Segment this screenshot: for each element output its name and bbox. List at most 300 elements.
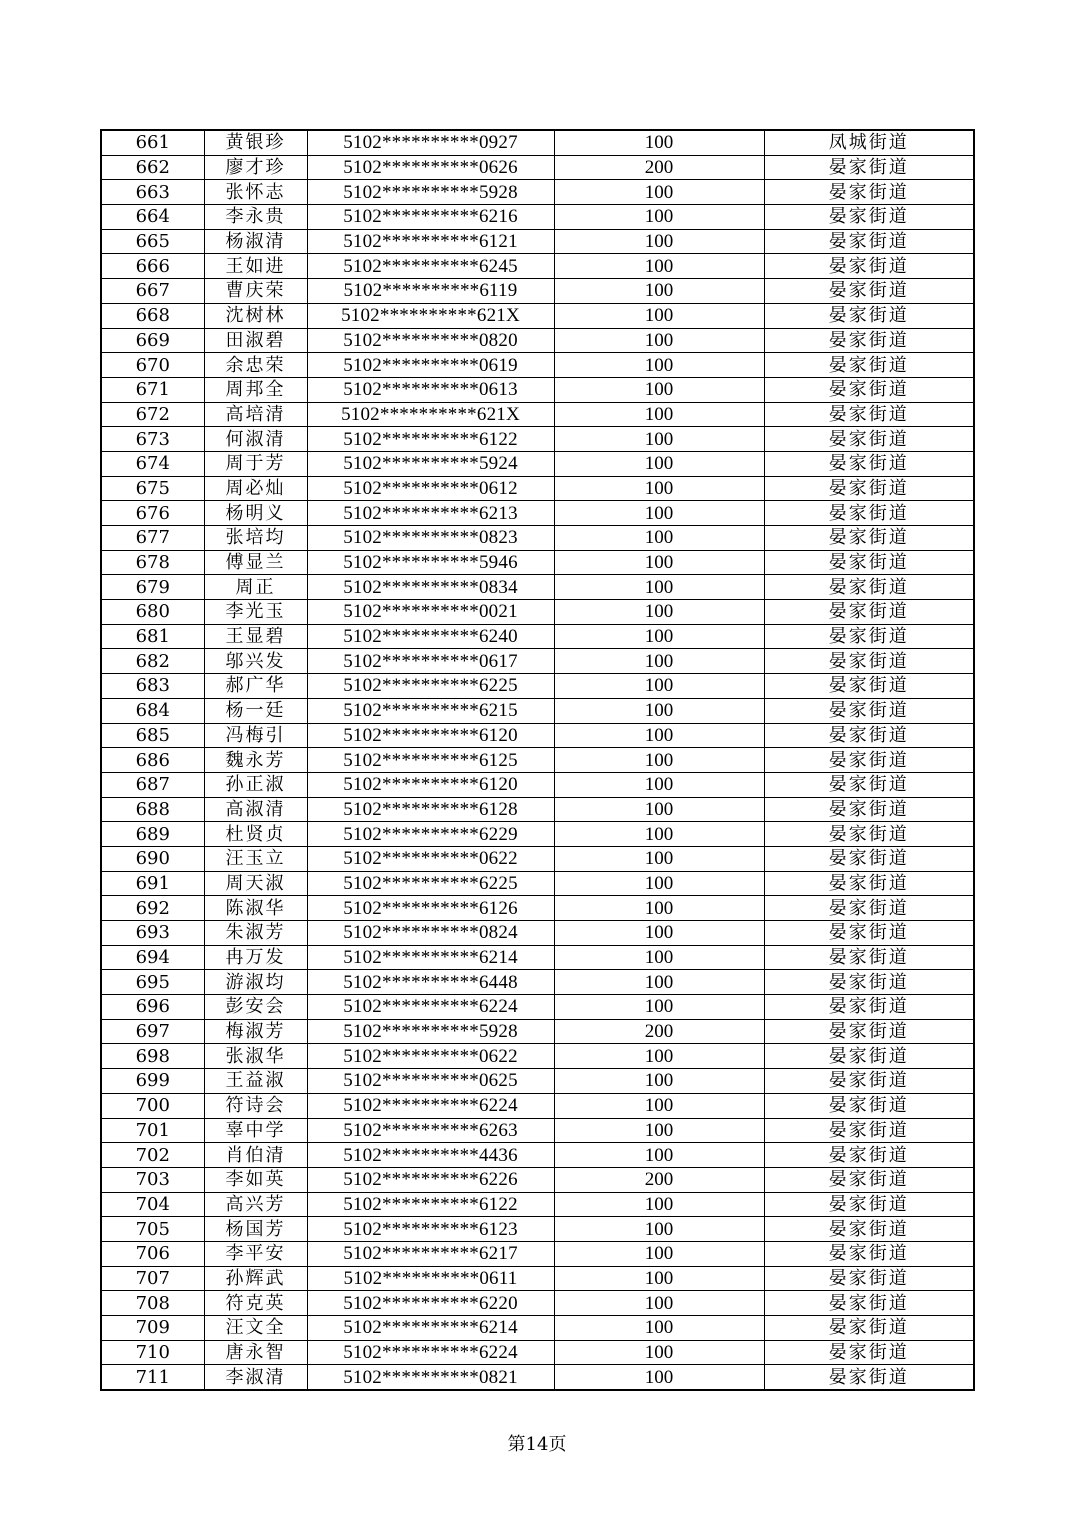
amount-cell: 100 [554, 1118, 764, 1143]
amount-cell: 100 [554, 130, 764, 155]
person-name-cell: 曹庆荣 [204, 279, 307, 304]
subdistrict-cell: 凤城街道 [764, 130, 974, 155]
row-number-cell: 662 [101, 155, 204, 180]
amount-cell: 100 [554, 205, 764, 230]
amount-cell: 100 [554, 279, 764, 304]
person-name-cell: 张怀志 [204, 180, 307, 205]
table-row [101, 1340, 974, 1365]
person-name-cell: 冯梅引 [204, 723, 307, 748]
amount-cell: 100 [554, 451, 764, 476]
person-name-cell: 何淑清 [204, 427, 307, 452]
amount-cell: 200 [554, 1019, 764, 1044]
person-name-cell: 陈淑华 [204, 896, 307, 921]
row-number-cell: 673 [101, 427, 204, 452]
table-row [101, 846, 974, 871]
person-name-cell: 朱淑芳 [204, 921, 307, 946]
table-row [101, 1167, 974, 1192]
person-name-cell: 傅显兰 [204, 550, 307, 575]
person-name-cell: 游淑均 [204, 970, 307, 995]
person-name-cell: 高兴芳 [204, 1192, 307, 1217]
table-row [101, 402, 974, 427]
id-number-cell: 5102**********0821 [307, 1365, 554, 1390]
row-number-cell: 702 [101, 1143, 204, 1168]
amount-cell: 100 [554, 797, 764, 822]
id-number-cell: 5102**********6225 [307, 674, 554, 699]
subdistrict-cell: 晏家街道 [764, 896, 974, 921]
table-row [101, 1143, 974, 1168]
amount-cell: 100 [554, 1143, 764, 1168]
amount-cell: 100 [554, 1192, 764, 1217]
person-name-cell: 王益淑 [204, 1069, 307, 1094]
amount-cell: 100 [554, 896, 764, 921]
table-row [101, 1069, 974, 1094]
subdistrict-cell: 晏家街道 [764, 1316, 974, 1341]
subdistrict-cell: 晏家街道 [764, 698, 974, 723]
amount-cell: 100 [554, 723, 764, 748]
row-number-cell: 692 [101, 896, 204, 921]
amount-cell: 100 [554, 871, 764, 896]
subdistrict-cell: 晏家街道 [764, 748, 974, 773]
amount-cell: 100 [554, 995, 764, 1020]
person-name-cell: 杜贤贞 [204, 822, 307, 847]
amount-cell: 100 [554, 229, 764, 254]
subdistrict-cell: 晏家街道 [764, 1365, 974, 1390]
id-number-cell: 5102**********0625 [307, 1069, 554, 1094]
table-row [101, 698, 974, 723]
amount-cell: 100 [554, 649, 764, 674]
person-name-cell: 孙辉武 [204, 1266, 307, 1291]
subdistrict-cell: 晏家街道 [764, 427, 974, 452]
id-number-cell: 5102**********6225 [307, 871, 554, 896]
amount-cell: 100 [554, 1266, 764, 1291]
row-number-cell: 711 [101, 1365, 204, 1390]
table-body [101, 130, 974, 1390]
person-name-cell: 魏永芳 [204, 748, 307, 773]
row-number-cell: 679 [101, 575, 204, 600]
person-name-cell: 王显碧 [204, 624, 307, 649]
table-row [101, 451, 974, 476]
person-name-cell: 周天淑 [204, 871, 307, 896]
table-row [101, 674, 974, 699]
id-number-cell: 5102**********5928 [307, 1019, 554, 1044]
id-number-cell: 5102**********6229 [307, 822, 554, 847]
row-number-cell: 690 [101, 846, 204, 871]
row-number-cell: 710 [101, 1340, 204, 1365]
id-number-cell: 5102**********6120 [307, 772, 554, 797]
amount-cell: 100 [554, 1069, 764, 1094]
row-number-cell: 697 [101, 1019, 204, 1044]
person-name-cell: 辜中学 [204, 1118, 307, 1143]
id-number-cell: 5102**********0622 [307, 1044, 554, 1069]
row-number-cell: 664 [101, 205, 204, 230]
amount-cell: 100 [554, 945, 764, 970]
amount-cell: 100 [554, 526, 764, 551]
row-number-cell: 694 [101, 945, 204, 970]
subdistrict-cell: 晏家街道 [764, 1340, 974, 1365]
subdistrict-cell: 晏家街道 [764, 1143, 974, 1168]
person-name-cell: 周于芳 [204, 451, 307, 476]
table-row [101, 526, 974, 551]
row-number-cell: 698 [101, 1044, 204, 1069]
table-row [101, 1093, 974, 1118]
subdistrict-cell: 晏家街道 [764, 1093, 974, 1118]
id-number-cell: 5102**********6214 [307, 945, 554, 970]
person-name-cell: 沈树林 [204, 303, 307, 328]
row-number-cell: 669 [101, 328, 204, 353]
id-number-cell: 5102**********6122 [307, 427, 554, 452]
id-number-cell: 5102**********0824 [307, 921, 554, 946]
table-row [101, 377, 974, 402]
amount-cell: 100 [554, 1291, 764, 1316]
subdistrict-cell: 晏家街道 [764, 550, 974, 575]
amount-cell: 100 [554, 501, 764, 526]
row-number-cell: 672 [101, 402, 204, 427]
person-name-cell: 李平安 [204, 1241, 307, 1266]
row-number-cell: 670 [101, 353, 204, 378]
subdistrict-cell: 晏家街道 [764, 970, 974, 995]
amount-cell: 100 [554, 698, 764, 723]
person-name-cell: 汪玉立 [204, 846, 307, 871]
person-name-cell: 杨明义 [204, 501, 307, 526]
table-row [101, 353, 974, 378]
person-name-cell: 符诗会 [204, 1093, 307, 1118]
subdistrict-cell: 晏家街道 [764, 1019, 974, 1044]
person-name-cell: 肖伯清 [204, 1143, 307, 1168]
id-number-cell: 5102**********6215 [307, 698, 554, 723]
amount-cell: 100 [554, 328, 764, 353]
table-row [101, 476, 974, 501]
subdistrict-cell: 晏家街道 [764, 1167, 974, 1192]
id-number-cell: 5102**********6214 [307, 1316, 554, 1341]
subdistrict-cell: 晏家街道 [764, 501, 974, 526]
amount-cell: 100 [554, 180, 764, 205]
person-name-cell: 田淑碧 [204, 328, 307, 353]
person-name-cell: 李永贵 [204, 205, 307, 230]
subdistrict-cell: 晏家街道 [764, 279, 974, 304]
table-row [101, 575, 974, 600]
table-row [101, 723, 974, 748]
row-number-cell: 665 [101, 229, 204, 254]
person-name-cell: 廖才珍 [204, 155, 307, 180]
row-number-cell: 705 [101, 1217, 204, 1242]
amount-cell: 200 [554, 1167, 764, 1192]
table-row [101, 155, 974, 180]
subdistrict-cell: 晏家街道 [764, 995, 974, 1020]
table-row [101, 328, 974, 353]
id-number-cell: 5102**********0619 [307, 353, 554, 378]
amount-cell: 100 [554, 1365, 764, 1390]
row-number-cell: 700 [101, 1093, 204, 1118]
page-number: 第14页 [507, 1434, 567, 1455]
amount-cell: 100 [554, 748, 764, 773]
table-row [101, 772, 974, 797]
row-number-cell: 666 [101, 254, 204, 279]
row-number-cell: 678 [101, 550, 204, 575]
amount-cell: 100 [554, 822, 764, 847]
row-number-cell: 691 [101, 871, 204, 896]
subdistrict-cell: 晏家街道 [764, 377, 974, 402]
table-row [101, 254, 974, 279]
table-row [101, 970, 974, 995]
id-number-cell: 5102**********6240 [307, 624, 554, 649]
id-number-cell: 5102**********0820 [307, 328, 554, 353]
person-name-cell: 李如英 [204, 1167, 307, 1192]
table-row [101, 180, 974, 205]
table-row [101, 624, 974, 649]
table-row [101, 1217, 974, 1242]
row-number-cell: 661 [101, 130, 204, 155]
subdistrict-cell: 晏家街道 [764, 600, 974, 625]
row-number-cell: 681 [101, 624, 204, 649]
person-name-cell: 郝广华 [204, 674, 307, 699]
id-number-cell: 5102**********6224 [307, 1340, 554, 1365]
id-number-cell: 5102**********621X [307, 402, 554, 427]
id-number-cell: 5102**********6119 [307, 279, 554, 304]
amount-cell: 100 [554, 1044, 764, 1069]
subdistrict-cell: 晏家街道 [764, 871, 974, 896]
id-number-cell: 5102**********5924 [307, 451, 554, 476]
amount-cell: 100 [554, 921, 764, 946]
amount-cell: 100 [554, 402, 764, 427]
id-number-cell: 5102**********6263 [307, 1118, 554, 1143]
table-row [101, 600, 974, 625]
subdistrict-cell: 晏家街道 [764, 1266, 974, 1291]
amount-cell: 100 [554, 550, 764, 575]
table-row [101, 995, 974, 1020]
table-row [101, 921, 974, 946]
table-row [101, 501, 974, 526]
table-row [101, 1291, 974, 1316]
id-number-cell: 5102**********6123 [307, 1217, 554, 1242]
data-table [100, 129, 975, 1391]
row-number-cell: 680 [101, 600, 204, 625]
id-number-cell: 5102**********6220 [307, 1291, 554, 1316]
id-number-cell: 5102**********0613 [307, 377, 554, 402]
subdistrict-cell: 晏家街道 [764, 1118, 974, 1143]
row-number-cell: 671 [101, 377, 204, 402]
row-number-cell: 685 [101, 723, 204, 748]
row-number-cell: 709 [101, 1316, 204, 1341]
id-number-cell: 5102**********6126 [307, 896, 554, 921]
row-number-cell: 683 [101, 674, 204, 699]
id-number-cell: 5102**********6213 [307, 501, 554, 526]
amount-cell: 100 [554, 1241, 764, 1266]
person-name-cell: 汪文全 [204, 1316, 307, 1341]
amount-cell: 100 [554, 1217, 764, 1242]
person-name-cell: 周正 [204, 575, 307, 600]
row-number-cell: 699 [101, 1069, 204, 1094]
subdistrict-cell: 晏家街道 [764, 945, 974, 970]
subdistrict-cell: 晏家街道 [764, 353, 974, 378]
amount-cell: 100 [554, 427, 764, 452]
id-number-cell: 5102**********6226 [307, 1167, 554, 1192]
id-number-cell: 5102**********5946 [307, 550, 554, 575]
row-number-cell: 682 [101, 649, 204, 674]
table-row [101, 279, 974, 304]
person-name-cell: 唐永智 [204, 1340, 307, 1365]
amount-cell: 100 [554, 377, 764, 402]
row-number-cell: 696 [101, 995, 204, 1020]
subdistrict-cell: 晏家街道 [764, 328, 974, 353]
person-name-cell: 杨国芳 [204, 1217, 307, 1242]
amount-cell: 100 [554, 303, 764, 328]
amount-cell: 100 [554, 1093, 764, 1118]
id-number-cell: 5102**********6128 [307, 797, 554, 822]
table-row [101, 303, 974, 328]
id-number-cell: 5102**********0834 [307, 575, 554, 600]
amount-cell: 100 [554, 575, 764, 600]
table-row [101, 1019, 974, 1044]
amount-cell: 100 [554, 772, 764, 797]
subdistrict-cell: 晏家街道 [764, 1069, 974, 1094]
row-number-cell: 688 [101, 797, 204, 822]
amount-cell: 100 [554, 1316, 764, 1341]
subdistrict-cell: 晏家街道 [764, 229, 974, 254]
subdistrict-cell: 晏家街道 [764, 846, 974, 871]
person-name-cell: 杨一廷 [204, 698, 307, 723]
table-row [101, 1365, 974, 1390]
table-row [101, 1316, 974, 1341]
row-number-cell: 674 [101, 451, 204, 476]
subdistrict-cell: 晏家街道 [764, 921, 974, 946]
person-name-cell: 李淑清 [204, 1365, 307, 1390]
table-row [101, 1266, 974, 1291]
row-number-cell: 687 [101, 772, 204, 797]
amount-cell: 100 [554, 970, 764, 995]
person-name-cell: 张培均 [204, 526, 307, 551]
id-number-cell: 5102**********6448 [307, 970, 554, 995]
subdistrict-cell: 晏家街道 [764, 772, 974, 797]
row-number-cell: 668 [101, 303, 204, 328]
subdistrict-cell: 晏家街道 [764, 1217, 974, 1242]
id-number-cell: 5102**********0927 [307, 130, 554, 155]
row-number-cell: 663 [101, 180, 204, 205]
person-name-cell: 余忠荣 [204, 353, 307, 378]
subdistrict-cell: 晏家街道 [764, 822, 974, 847]
amount-cell: 100 [554, 353, 764, 378]
subdistrict-cell: 晏家街道 [764, 1241, 974, 1266]
id-number-cell: 5102**********0626 [307, 155, 554, 180]
person-name-cell: 冉万发 [204, 945, 307, 970]
subdistrict-cell: 晏家街道 [764, 180, 974, 205]
id-number-cell: 5102**********6122 [307, 1192, 554, 1217]
id-number-cell: 5102**********5928 [307, 180, 554, 205]
row-number-cell: 695 [101, 970, 204, 995]
row-number-cell: 676 [101, 501, 204, 526]
table-row [101, 649, 974, 674]
row-number-cell: 693 [101, 921, 204, 946]
subdistrict-cell: 晏家街道 [764, 797, 974, 822]
id-number-cell: 5102**********4436 [307, 1143, 554, 1168]
subdistrict-cell: 晏家街道 [764, 674, 974, 699]
amount-cell: 100 [554, 624, 764, 649]
row-number-cell: 707 [101, 1266, 204, 1291]
row-number-cell: 686 [101, 748, 204, 773]
subdistrict-cell: 晏家街道 [764, 649, 974, 674]
id-number-cell: 5102**********0617 [307, 649, 554, 674]
table-row [101, 1118, 974, 1143]
table-row [101, 550, 974, 575]
table-row [101, 1044, 974, 1069]
amount-cell: 100 [554, 476, 764, 501]
table-row [101, 945, 974, 970]
table-row [101, 748, 974, 773]
amount-cell: 100 [554, 674, 764, 699]
table-row [101, 130, 974, 155]
person-name-cell: 张淑华 [204, 1044, 307, 1069]
subdistrict-cell: 晏家街道 [764, 254, 974, 279]
subdistrict-cell: 晏家街道 [764, 451, 974, 476]
id-number-cell: 5102**********0612 [307, 476, 554, 501]
id-number-cell: 5102**********0823 [307, 526, 554, 551]
subdistrict-cell: 晏家街道 [764, 402, 974, 427]
person-name-cell: 邬兴发 [204, 649, 307, 674]
id-number-cell: 5102**********0611 [307, 1266, 554, 1291]
id-number-cell: 5102**********0622 [307, 846, 554, 871]
amount-cell: 200 [554, 155, 764, 180]
person-name-cell: 高培清 [204, 402, 307, 427]
id-number-cell: 5102**********6125 [307, 748, 554, 773]
row-number-cell: 684 [101, 698, 204, 723]
person-name-cell: 彭安会 [204, 995, 307, 1020]
person-name-cell: 杨淑清 [204, 229, 307, 254]
table-row [101, 205, 974, 230]
amount-cell: 100 [554, 846, 764, 871]
table-row [101, 1241, 974, 1266]
row-number-cell: 677 [101, 526, 204, 551]
row-number-cell: 703 [101, 1167, 204, 1192]
id-number-cell: 5102**********6120 [307, 723, 554, 748]
row-number-cell: 675 [101, 476, 204, 501]
person-name-cell: 符克英 [204, 1291, 307, 1316]
table-row [101, 229, 974, 254]
table-row [101, 822, 974, 847]
id-number-cell: 5102**********6224 [307, 995, 554, 1020]
person-name-cell: 周必灿 [204, 476, 307, 501]
row-number-cell: 701 [101, 1118, 204, 1143]
table-row [101, 797, 974, 822]
row-number-cell: 706 [101, 1241, 204, 1266]
id-number-cell: 5102**********6224 [307, 1093, 554, 1118]
person-name-cell: 李光玉 [204, 600, 307, 625]
id-number-cell: 5102**********6216 [307, 205, 554, 230]
row-number-cell: 708 [101, 1291, 204, 1316]
person-name-cell: 黄银珍 [204, 130, 307, 155]
amount-cell: 100 [554, 600, 764, 625]
subdistrict-cell: 晏家街道 [764, 1192, 974, 1217]
subdistrict-cell: 晏家街道 [764, 624, 974, 649]
id-number-cell: 5102**********6245 [307, 254, 554, 279]
table-row [101, 896, 974, 921]
amount-cell: 100 [554, 1340, 764, 1365]
subdistrict-cell: 晏家街道 [764, 723, 974, 748]
person-name-cell: 梅淑芳 [204, 1019, 307, 1044]
person-name-cell: 王如进 [204, 254, 307, 279]
subdistrict-cell: 晏家街道 [764, 1291, 974, 1316]
subdistrict-cell: 晏家街道 [764, 575, 974, 600]
table-row [101, 427, 974, 452]
subdistrict-cell: 晏家街道 [764, 526, 974, 551]
table-row [101, 871, 974, 896]
id-number-cell: 5102**********6121 [307, 229, 554, 254]
id-number-cell: 5102**********6217 [307, 1241, 554, 1266]
person-name-cell: 周邦全 [204, 377, 307, 402]
subdistrict-cell: 晏家街道 [764, 303, 974, 328]
subdistrict-cell: 晏家街道 [764, 205, 974, 230]
row-number-cell: 704 [101, 1192, 204, 1217]
amount-cell: 100 [554, 254, 764, 279]
row-number-cell: 667 [101, 279, 204, 304]
